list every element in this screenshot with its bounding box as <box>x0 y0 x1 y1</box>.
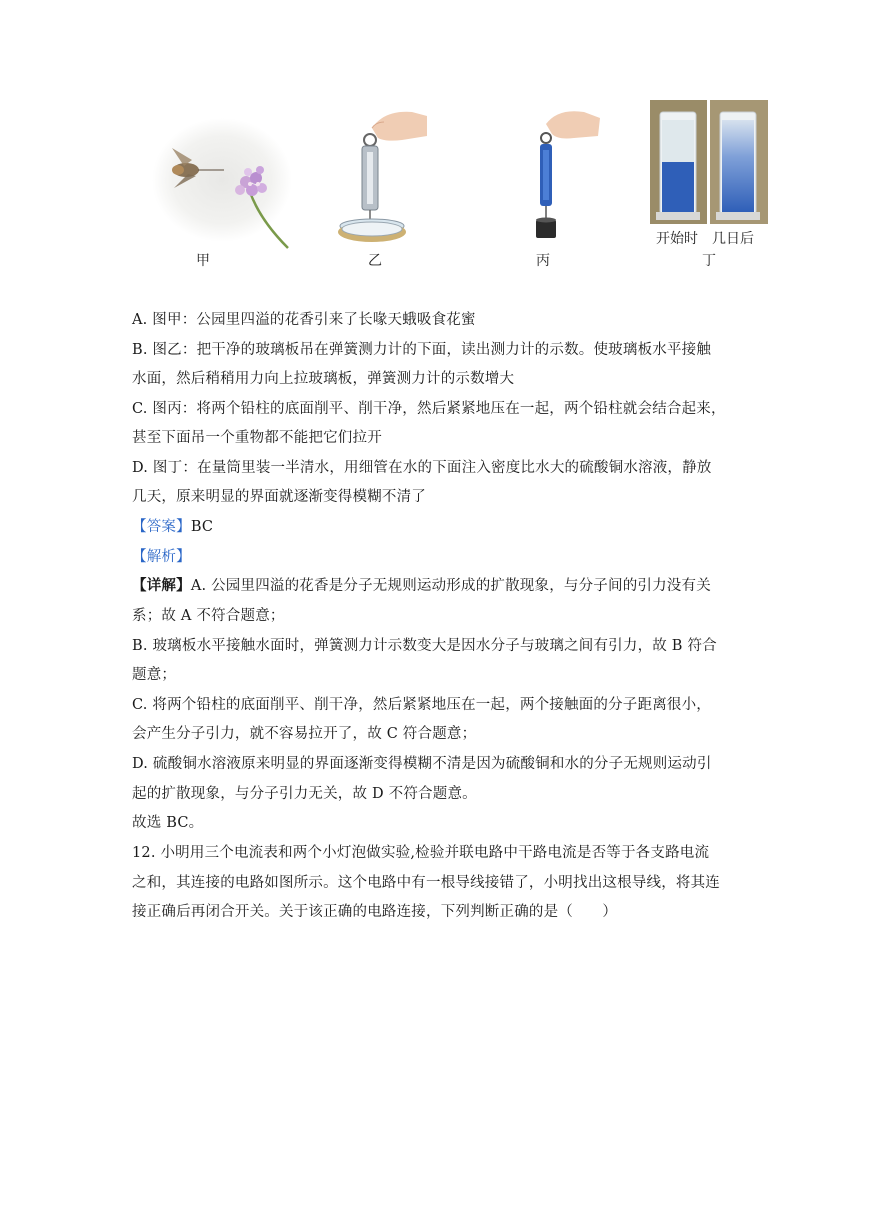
option-c-line2: 甚至下面吊一个重物都不能把它们拉开 <box>132 430 382 446</box>
option-a: A. 图甲：公园里四溢的花香引来了长喙天蛾吸食花蜜 <box>132 312 476 328</box>
detail-line1-text: A. 公园里四溢的花香是分子无规则运动形成的扩散现象，与分子间的引力没有关 <box>190 578 711 594</box>
option-c-line1: C. 图丙：将两个铅柱的底面削平、削干净，然后紧紧地压在一起，两个铅柱就会结合起来， <box>132 401 726 417</box>
question12-line1: 12. 小明用三个电流表和两个小灯泡做实验,检验并联电路中干路电流是否等于各支路电流 <box>132 845 710 861</box>
lead-cylinders-image <box>522 100 612 272</box>
figure-strip <box>132 100 768 272</box>
figure-jia <box>152 100 302 272</box>
option-d-line2: 几天，原来明显的界面就逐渐变得模糊不清了 <box>132 489 426 505</box>
spring-scale-plate-image <box>332 100 442 272</box>
option-b-line2: 水面，然后稍稍用力向上拉玻璃板，弹簧测力计的示数增大 <box>132 371 515 387</box>
detail-line7: D. 硫酸铜水溶液原来明显的界面逐渐变得模糊不清是因为硫酸铜和水的分子无规则运动引 <box>132 756 712 772</box>
detail-tag: 【详解】 <box>132 577 191 594</box>
option-b-line1: B. 图乙：把干净的玻璃板吊在弹簧测力计的下面，读出测力计的示数。使玻璃板水平接触 <box>132 342 712 358</box>
answer-line <box>132 517 213 537</box>
moth-flower-image <box>152 100 302 272</box>
detail-line9: 故选 BC。 <box>132 815 204 831</box>
detail-line8: 起的扩散现象，与分子引力无关，故 D 不符合题意。 <box>132 786 477 802</box>
detail-line6: 会产生分子引力，就不容易拉开了，故 C 符合题意； <box>132 726 477 742</box>
label-jia: 甲 <box>196 253 210 269</box>
question12-line3: 接正确后再闭合开关。关于该正确的电路连接，下列判断正确的是（ ） <box>132 904 618 920</box>
answer-tag: 【答案】 <box>132 519 191 535</box>
detail-line2: 系；故 A 不符合题意； <box>132 608 285 624</box>
figure-bing <box>522 100 612 272</box>
question12-line2: 之和，其连接的电路如图所示。这个电路中有一根导线接错了，小明找出这根导线，将其连 <box>132 875 720 891</box>
label-ding: 丁 <box>702 253 716 269</box>
label-yi: 乙 <box>368 253 382 269</box>
figure-ding <box>650 100 768 272</box>
analysis-tag: 【解析】 <box>132 549 191 565</box>
detail-line3: B. 玻璃板水平接触水面时，弹簧测力计示数变大是因水分子与玻璃之间有引力，故 B 符合 <box>132 638 717 654</box>
option-d-line1: D. 图丁：在量筒里装一半清水，用细管在水的下面注入密度比水大的硫酸铜水溶液，静放 <box>132 460 712 476</box>
detail-line1 <box>132 576 711 596</box>
label-start: 开始时 <box>656 231 698 247</box>
cylinders-diffusion-image <box>650 100 768 224</box>
answer-value: BC <box>190 519 214 535</box>
label-days-later: 几日后 <box>712 231 754 247</box>
detail-line5: C. 将两个铅柱的底面削平、削干净，然后紧紧地压在一起，两个接触面的分子距离很小， <box>132 697 711 713</box>
label-bing: 丙 <box>536 253 550 269</box>
detail-line4: 题意； <box>132 667 177 683</box>
figure-yi <box>332 100 442 272</box>
